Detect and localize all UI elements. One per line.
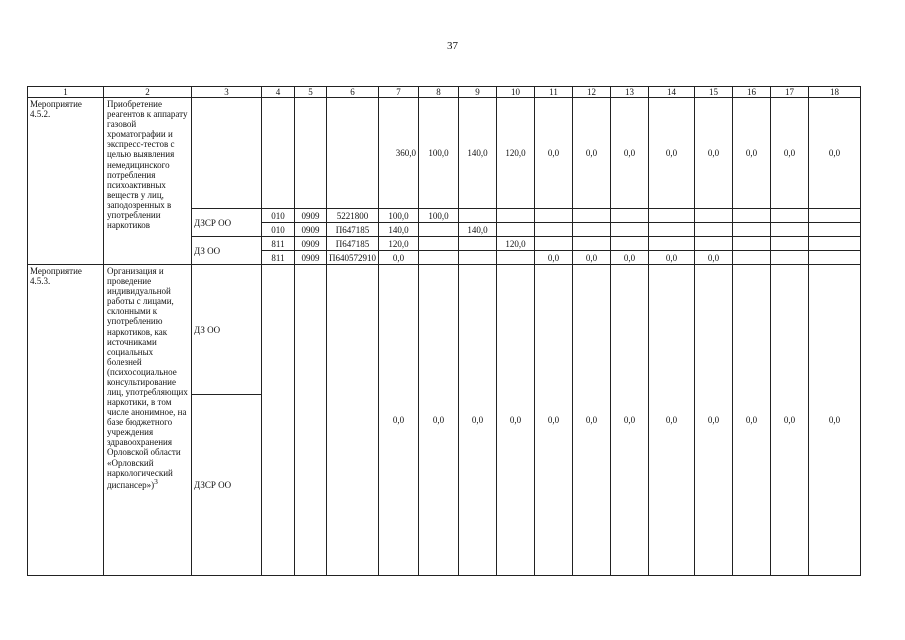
value-cell: 100,0 <box>379 209 419 223</box>
event-description-text: Организация и проведение индивидуальной работы с лицами, склонными к употреблению наркотиков, как источниками социальных болезней (психосоциальное консультирование лиц, употребляющих наркотики, в том числе анонимное, на базе бюджетного учреждения здравоохранения Орловской области «Орловский наркологический диспансер») <box>107 266 188 490</box>
total-cell: 0,0 <box>535 265 573 576</box>
event-description: Приобретение реагентов к аппарату газовой хроматографии и экспресс-тестов с целью выявления немедицинского потребления психоактивных веществ у лиц, заподозренных в употреблении наркотиков <box>104 98 192 265</box>
page-number: 37 <box>447 40 458 52</box>
csr-cell: П647185 <box>327 223 379 237</box>
value-cell <box>695 209 733 223</box>
value-cell <box>535 209 573 223</box>
value-cell <box>573 237 611 251</box>
total-cell: 0,0 <box>573 98 611 209</box>
total-cell: 0,0 <box>771 265 809 576</box>
value-cell <box>695 223 733 237</box>
value-cell <box>419 223 459 237</box>
value-cell: 120,0 <box>379 237 419 251</box>
header-cell: 6 <box>327 87 379 98</box>
value-cell <box>649 237 695 251</box>
csr-cell: 5221800 <box>327 209 379 223</box>
header-cell: 11 <box>535 87 573 98</box>
header-row <box>28 87 861 98</box>
executor-cell: ДЗСР ОО <box>192 209 262 237</box>
total-cell: 0,0 <box>497 265 535 576</box>
value-cell: 140,0 <box>379 223 419 237</box>
total-cell: 0,0 <box>695 265 733 576</box>
grbs-cell: 010 <box>262 223 295 237</box>
value-cell <box>419 237 459 251</box>
header-cell: 2 <box>104 87 192 98</box>
value-cell <box>459 251 497 265</box>
event-name: Мероприятие 4.5.2. <box>28 98 104 265</box>
value-cell: 140,0 <box>459 223 497 237</box>
header-cell: 13 <box>611 87 649 98</box>
total-cell: 0,0 <box>535 98 573 209</box>
rzpr-cell: 0909 <box>295 251 327 265</box>
total-cell: 0,0 <box>611 98 649 209</box>
value-cell <box>419 251 459 265</box>
value-cell <box>695 237 733 251</box>
executor-cell: ДЗ ОО <box>192 237 262 265</box>
header-cell: 1 <box>28 87 104 98</box>
header-cell: 5 <box>295 87 327 98</box>
value-cell <box>649 223 695 237</box>
header-cell: 7 <box>379 87 419 98</box>
value-cell: 0,0 <box>649 251 695 265</box>
total-cell: 0,0 <box>733 265 771 576</box>
total-cell: 0,0 <box>771 98 809 209</box>
value-cell: 0,0 <box>379 251 419 265</box>
total-cell: 0,0 <box>573 265 611 576</box>
header-cell: 4 <box>262 87 295 98</box>
value-cell <box>459 237 497 251</box>
value-cell <box>611 237 649 251</box>
total-cell: 0,0 <box>649 98 695 209</box>
value-cell <box>649 209 695 223</box>
csr-cell: П647185 <box>327 237 379 251</box>
total-cell: 0,0 <box>379 265 419 576</box>
value-cell <box>535 223 573 237</box>
value-cell <box>497 251 535 265</box>
grbs-cell: 811 <box>262 237 295 251</box>
total-cell: 360,0 <box>379 98 419 209</box>
value-cell <box>611 223 649 237</box>
executor-cell: ДЗСР ОО <box>192 395 262 576</box>
executor-cell: ДЗ ОО <box>192 265 262 395</box>
total-cell: 0,0 <box>695 98 733 209</box>
total-cell: 140,0 <box>459 98 497 209</box>
value-cell <box>497 209 535 223</box>
total-cell: 0,0 <box>809 98 861 209</box>
header-cell: 8 <box>419 87 459 98</box>
total-cell: 0,0 <box>611 265 649 576</box>
value-cell: 0,0 <box>535 251 573 265</box>
csr-cell: П640572910 <box>327 251 379 265</box>
value-cell: 0,0 <box>611 251 649 265</box>
total-cell: 0,0 <box>649 265 695 576</box>
value-cell: 100,0 <box>419 209 459 223</box>
header-cell: 3 <box>192 87 262 98</box>
header-cell: 18 <box>809 87 861 98</box>
value-cell <box>497 223 535 237</box>
rzpr-cell: 0909 <box>295 209 327 223</box>
table-row <box>28 98 861 209</box>
header-cell: 9 <box>459 87 497 98</box>
value-cell: 120,0 <box>497 237 535 251</box>
value-cell <box>573 223 611 237</box>
total-cell: 0,0 <box>419 265 459 576</box>
total-cell: 120,0 <box>497 98 535 209</box>
value-cell <box>573 209 611 223</box>
table-row <box>28 265 861 395</box>
total-cell: 0,0 <box>809 265 861 576</box>
header-cell: 15 <box>695 87 733 98</box>
value-cell: 0,0 <box>573 251 611 265</box>
total-cell: 0,0 <box>733 98 771 209</box>
rzpr-cell: 0909 <box>295 237 327 251</box>
header-cell: 17 <box>771 87 809 98</box>
rzpr-cell: 0909 <box>295 223 327 237</box>
value-cell <box>535 237 573 251</box>
footnote-mark: 3 <box>154 476 158 486</box>
total-cell: 0,0 <box>459 265 497 576</box>
header-cell: 12 <box>573 87 611 98</box>
total-cell: 100,0 <box>419 98 459 209</box>
header-cell: 10 <box>497 87 535 98</box>
grbs-cell: 010 <box>262 209 295 223</box>
budget-table <box>27 86 861 576</box>
event-description <box>104 265 192 576</box>
grbs-cell: 811 <box>262 251 295 265</box>
value-cell: 0,0 <box>695 251 733 265</box>
value-cell <box>611 209 649 223</box>
event-name: Мероприятие 4.5.3. <box>28 265 104 576</box>
value-cell <box>459 209 497 223</box>
header-cell: 16 <box>733 87 771 98</box>
header-cell: 14 <box>649 87 695 98</box>
